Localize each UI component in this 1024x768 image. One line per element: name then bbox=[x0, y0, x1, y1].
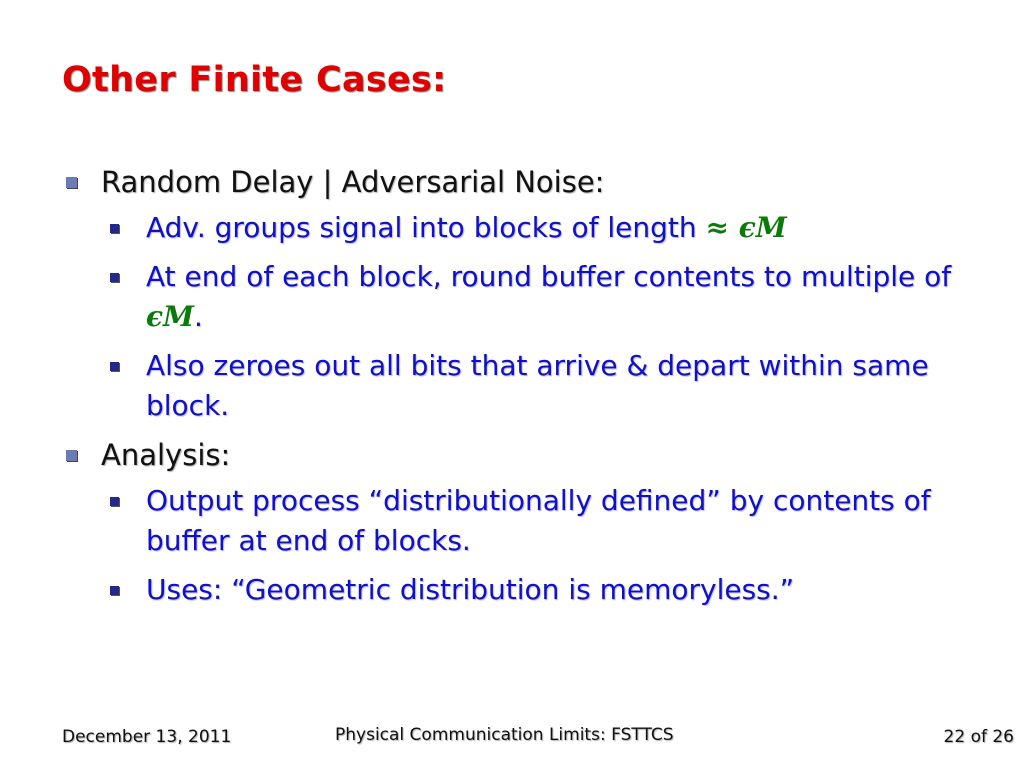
square-bullet-icon bbox=[66, 177, 77, 188]
sub-bullet-uses bbox=[110, 570, 966, 610]
sub-bullet-text: Uses: “Geometric distribution is memoryless.” bbox=[146, 573, 795, 606]
footer-date: December 13, 2011 bbox=[62, 727, 232, 747]
square-bullet-icon bbox=[110, 586, 119, 595]
sub-bullet-suffix: . bbox=[194, 300, 203, 333]
math-expression: ϵM bbox=[146, 300, 195, 333]
bullet-text: Random Delay | Adversarial Noise: bbox=[101, 165, 605, 199]
square-bullet-icon bbox=[66, 450, 77, 461]
bullet-list bbox=[64, 162, 1004, 619]
page-number: 22 of 26 bbox=[943, 727, 1014, 747]
sub-bullet-text: Output process “distributionally defined” by contents of buffer at end of blocks. bbox=[146, 484, 931, 557]
sub-bullet-output-process bbox=[110, 481, 966, 561]
math-expression: ≈ ϵM bbox=[705, 211, 787, 244]
sub-bullet-text: Adv. groups signal into blocks of length bbox=[146, 211, 706, 244]
sub-bullet-text: Also zeroes out all bits that arrive & depart within same block. bbox=[146, 349, 929, 422]
square-bullet-icon bbox=[110, 362, 119, 371]
square-bullet-icon bbox=[110, 224, 119, 233]
sub-bullet-zeroes-out bbox=[110, 346, 966, 426]
footer-title: Physical Communication Limits: FSTTCS bbox=[335, 725, 674, 745]
square-bullet-icon bbox=[110, 497, 119, 506]
sub-bullet-round-buffer bbox=[110, 257, 966, 337]
bullet-random-delay bbox=[64, 162, 1004, 202]
sub-bullet-text: At end of each block, round buffer contents to multiple of bbox=[146, 260, 952, 293]
bullet-text: Analysis: bbox=[101, 438, 231, 472]
sub-bullet-block-length bbox=[110, 208, 966, 248]
slide-title: Other Finite Cases: bbox=[62, 60, 447, 100]
bullet-analysis bbox=[64, 435, 1004, 475]
square-bullet-icon bbox=[110, 273, 119, 282]
